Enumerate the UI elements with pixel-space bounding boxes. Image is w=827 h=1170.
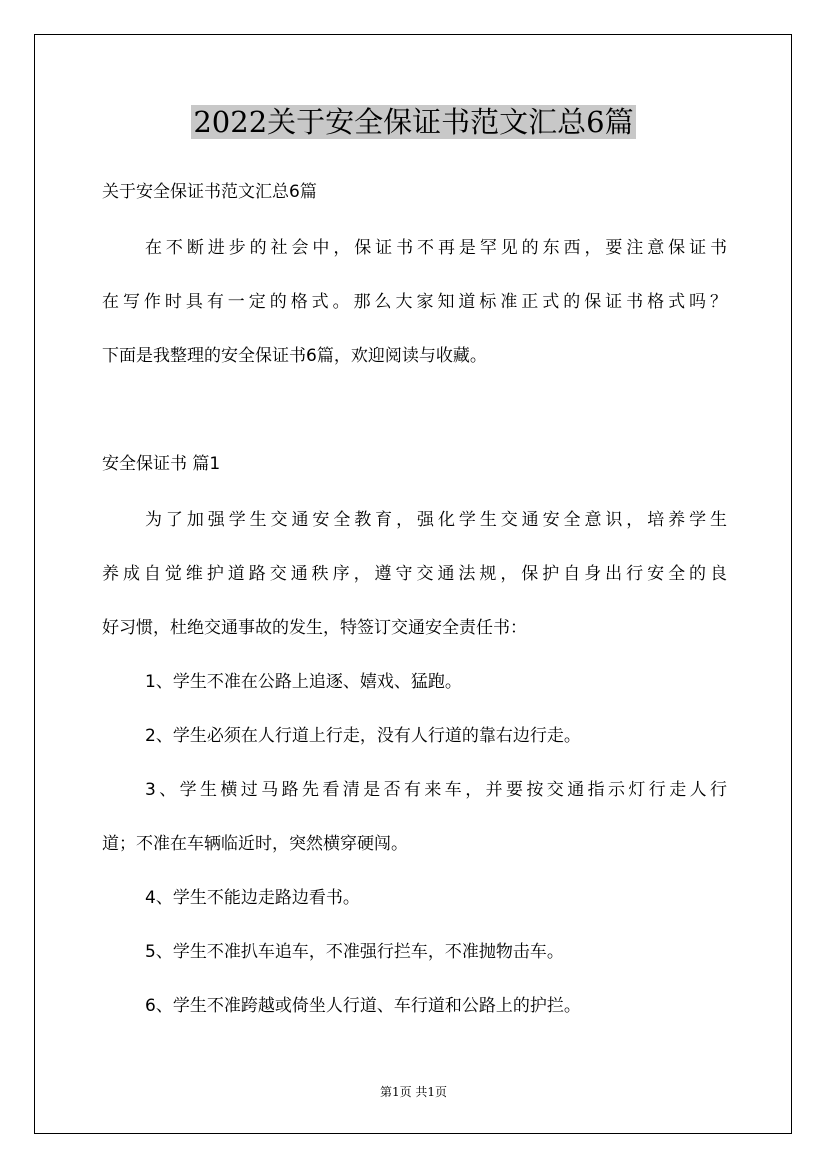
document-title-text: 2022关于安全保证书范文汇总6篇 bbox=[193, 105, 634, 139]
document-title bbox=[0, 98, 827, 146]
item-3-continued: 道；不准在车辆临近时，突然横穿硬闯。 bbox=[102, 834, 408, 854]
item-2: 2、学生必须在人行道上行走，没有人行道的靠右边行走。 bbox=[145, 726, 581, 746]
intro-line-3: 下面是我整理的安全保证书6篇，欢迎阅读与收藏。 bbox=[102, 346, 487, 366]
item-6: 6、学生不准跨越或倚坐人行道、车行道和公路上的护拦。 bbox=[145, 996, 581, 1016]
section-intro-line-1: 为了加强学生交通安全教育，强化学生交通安全意识，培养学生 bbox=[145, 510, 727, 530]
item-3: 3、学生横过马路先看清是否有来车，并要按交通指示灯行走人行 bbox=[145, 780, 727, 800]
page-footer: 第1页 共1页 bbox=[379, 1085, 448, 1099]
intro-line-2: 在写作时具有一定的格式。那么大家知道标准正式的保证书格式吗？ bbox=[102, 292, 727, 312]
section-intro-line-3: 好习惯，杜绝交通事故的发生，特签订交通安全责任书： bbox=[102, 618, 527, 638]
item-5: 5、学生不准扒车追车，不准强行拦车，不准抛物击车。 bbox=[145, 942, 564, 962]
item-1: 1、学生不准在公路上追逐、嬉戏、猛跑。 bbox=[145, 672, 462, 692]
section-intro-line-2: 养成自觉维护道路交通秩序，遵守交通法规，保护自身出行安全的良 bbox=[102, 564, 727, 584]
intro-line-1: 在不断进步的社会中，保证书不再是罕见的东西，要注意保证书 bbox=[145, 238, 727, 258]
section-heading: 安全保证书 篇1 bbox=[102, 454, 221, 474]
item-4: 4、学生不能边走路边看书。 bbox=[145, 888, 360, 908]
document-subtitle: 关于安全保证书范文汇总6篇 bbox=[102, 182, 317, 202]
